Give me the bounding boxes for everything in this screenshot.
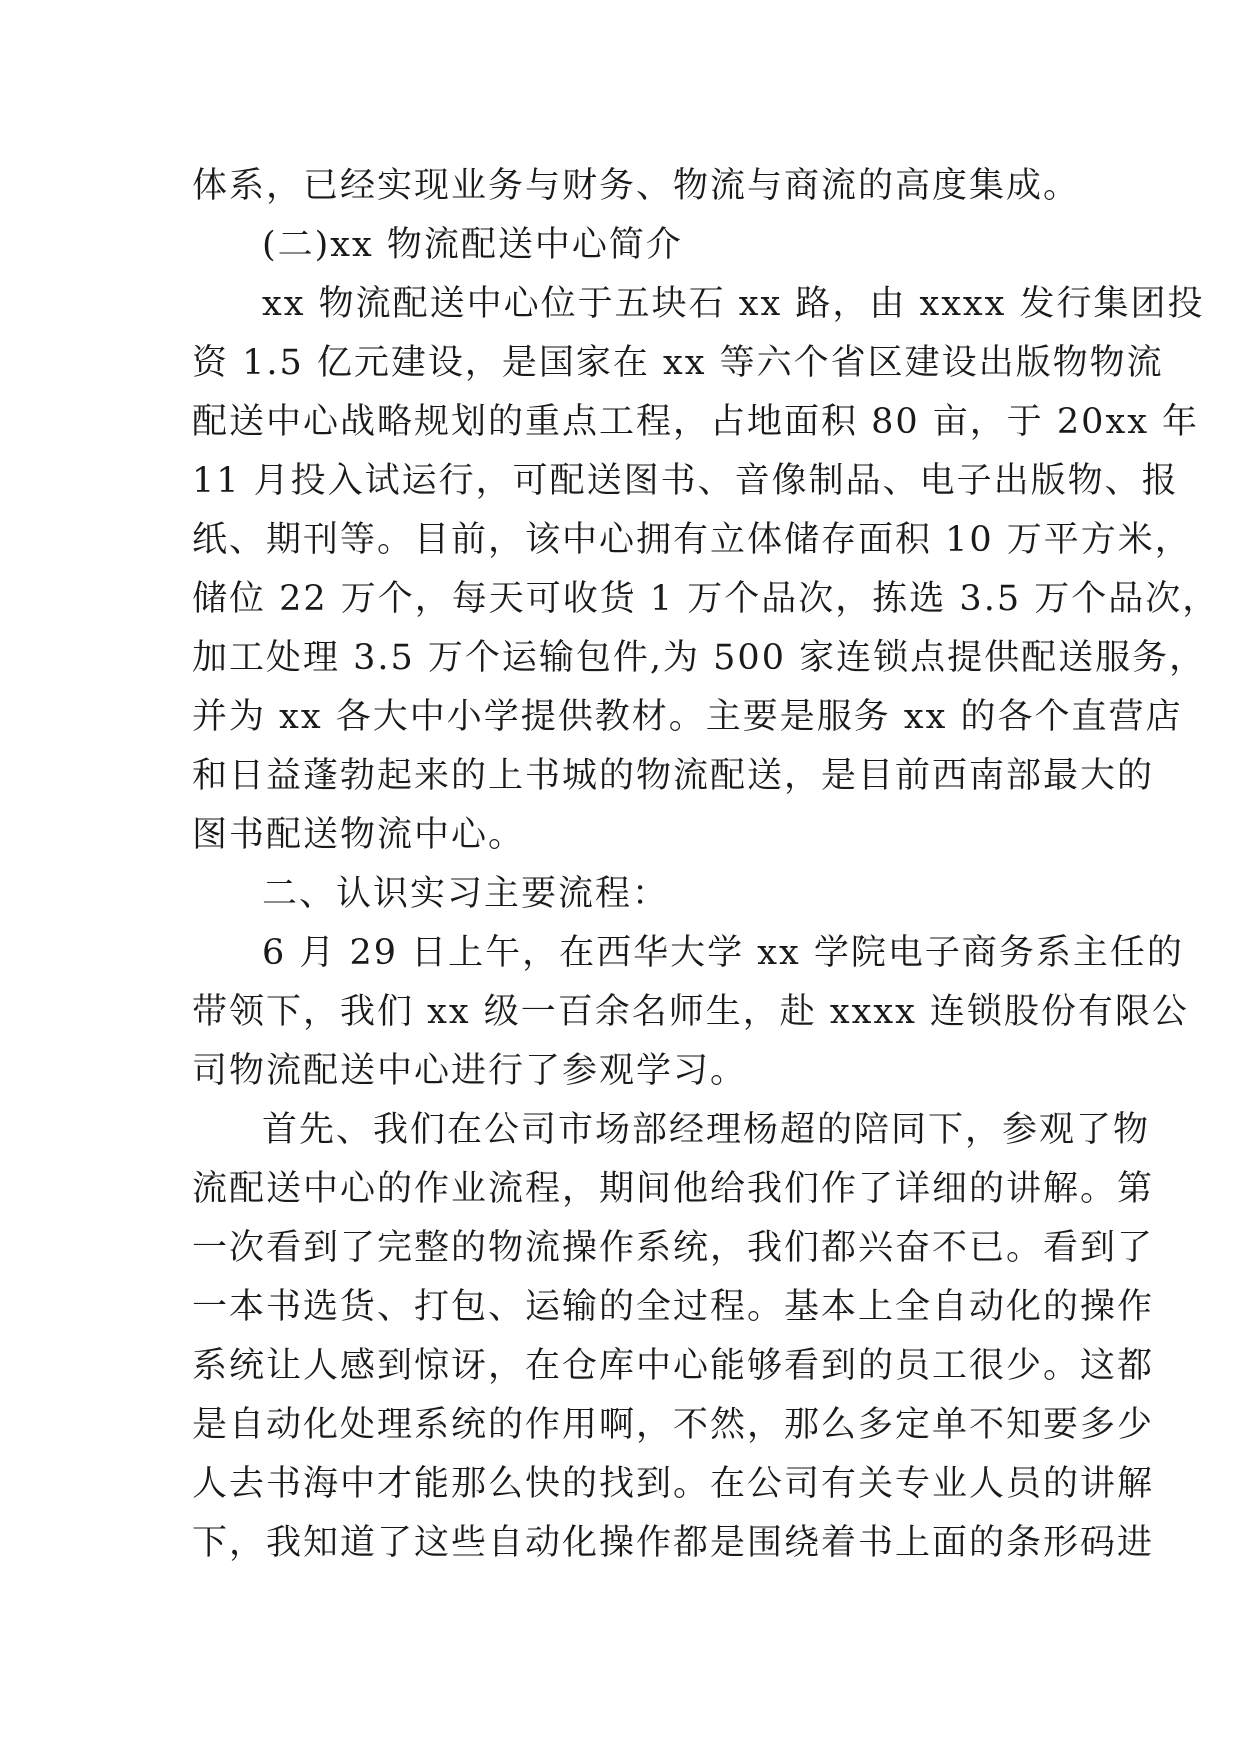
paragraph-start: 6 月 29 日上午，在西华大学 xx 学院电子商务系主任的 <box>262 933 1184 973</box>
text-line: 体系，已经实现业务与财务、物流与商流的高度集成。 <box>192 166 1081 206</box>
text-line: 和日益蓬勃起来的上书城的物流配送，是目前西南部最大的 <box>192 756 1155 796</box>
text-line: 纸、期刊等。目前，该中心拥有立体储存面积 10 万平方米， <box>192 520 1192 560</box>
text-line: 加工处理 3.5 万个运输包件,为 500 家连锁点提供配送服务， <box>192 638 1207 678</box>
document-body <box>192 157 1220 1573</box>
text-line: 一次看到了完整的物流操作系统，我们都兴奋不已。看到了 <box>192 1228 1155 1268</box>
text-line: 资 1.5 亿元建设，是国家在 xx 等六个省区建设出版物物流 <box>192 343 1164 383</box>
text-line: 人去书海中才能那么快的找到。在公司有关专业人员的讲解 <box>192 1464 1155 1504</box>
text-line: 11 月投入试运行，可配送图书、音像制品、电子出版物、报 <box>192 461 1179 501</box>
text-line: 配送中心战略规划的重点工程，占地面积 80 亩，于 20xx 年 <box>192 402 1200 442</box>
text-line: 带领下，我们 xx 级一百余名师生，赴 xxxx 连锁股份有限公 <box>192 992 1189 1032</box>
text-line: 司物流配送中心进行了参观学习。 <box>192 1051 748 1091</box>
section-heading: (二)xx 物流配送中心简介 <box>262 225 683 265</box>
text-line: 图书配送物流中心。 <box>192 815 526 855</box>
text-line: 下，我知道了这些自动化操作都是围绕着书上面的条形码进 <box>192 1523 1155 1563</box>
paragraph-start: 首先、我们在公司市场部经理杨超的陪同下，参观了物 <box>262 1110 1151 1150</box>
text-line: 储位 22 万个，每天可收货 1 万个品次，拣选 3.5 万个品次， <box>192 579 1220 619</box>
text-line: 一本书选货、打包、运输的全过程。基本上全自动化的操作 <box>192 1287 1155 1327</box>
section-heading: 二、认识实习主要流程： <box>262 874 670 914</box>
text-line: 流配送中心的作业流程，期间他给我们作了详细的讲解。第 <box>192 1169 1155 1209</box>
text-line: 系统让人感到惊讶，在仓库中心能够看到的员工很少。这都 <box>192 1346 1155 1386</box>
text-line: 并为 xx 各大中小学提供教材。主要是服务 xx 的各个直营店 <box>192 697 1183 737</box>
text-line: 是自动化处理系统的作用啊，不然，那么多定单不知要多少 <box>192 1405 1155 1445</box>
paragraph-start: xx 物流配送中心位于五块石 xx 路，由 xxxx 发行集团投 <box>262 284 1205 324</box>
